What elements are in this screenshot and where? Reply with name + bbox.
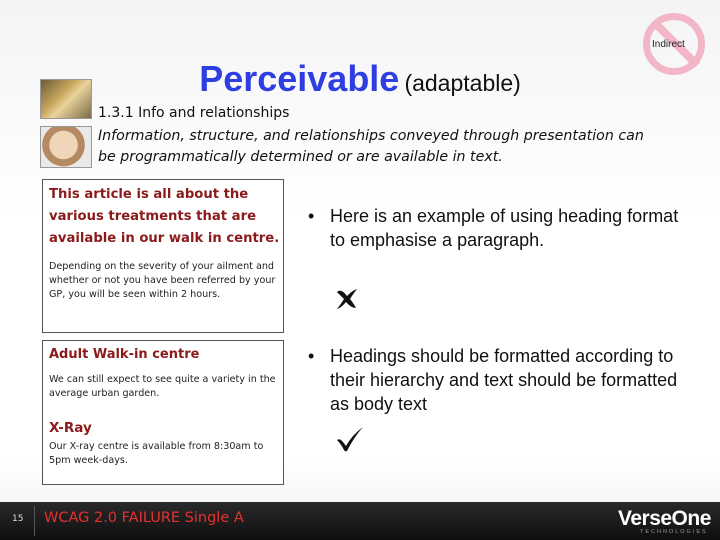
title-main: Perceivable bbox=[199, 58, 400, 99]
cross-icon bbox=[331, 282, 363, 314]
check-icon bbox=[334, 423, 366, 455]
good-example-body-1: We can still expect to see quite a variety in the average urban garden. bbox=[49, 374, 276, 399]
good-example-heading-1: Adult Walk-in centre bbox=[49, 347, 200, 362]
good-example-body-2: Our X-ray centre is available from 8:30am to 5pm week-days. bbox=[49, 441, 264, 466]
bullet-dot: • bbox=[308, 206, 315, 226]
bullet-text: Here is an example of using heading format to emphasise a paragraph. bbox=[330, 206, 679, 250]
logo-tagline: TECHNOLOGIES bbox=[640, 529, 708, 535]
good-example-box bbox=[42, 340, 284, 485]
bad-example-box bbox=[42, 179, 284, 333]
slide-title bbox=[0, 58, 720, 100]
bad-example-body: Depending on the severity of your ailment and whether or not you have been referred by your GP, you will be seen within 2 hours. bbox=[49, 261, 276, 300]
person-photo bbox=[40, 126, 92, 168]
bad-example-heading: This article is all about the various treatments that are available in our walk in centre. bbox=[49, 187, 280, 246]
bullet-item bbox=[308, 204, 688, 252]
bullet-item bbox=[308, 344, 698, 416]
bullet-dot: • bbox=[308, 346, 315, 366]
slide-number: 15 bbox=[12, 514, 24, 524]
footer-divider bbox=[34, 506, 35, 536]
indirect-label: Indirect bbox=[652, 39, 685, 50]
criterion-label: 1.3.1 Info and relationships bbox=[98, 105, 290, 121]
bullet-text: Headings should be formatted according to their hierarchy and text should be formatted as body text bbox=[330, 346, 678, 414]
criterion-description: Information, structure, and relationships conveyed through presentation can be programmatically determined or are available in text. bbox=[98, 128, 644, 165]
company-logo: VerseOne bbox=[618, 507, 711, 530]
footer-bar bbox=[0, 502, 720, 540]
good-example-heading-2: X-Ray bbox=[49, 420, 92, 436]
title-sub: (adaptable) bbox=[404, 70, 521, 96]
failure-label: WCAG 2.0 FAILURE Single A bbox=[44, 510, 244, 526]
